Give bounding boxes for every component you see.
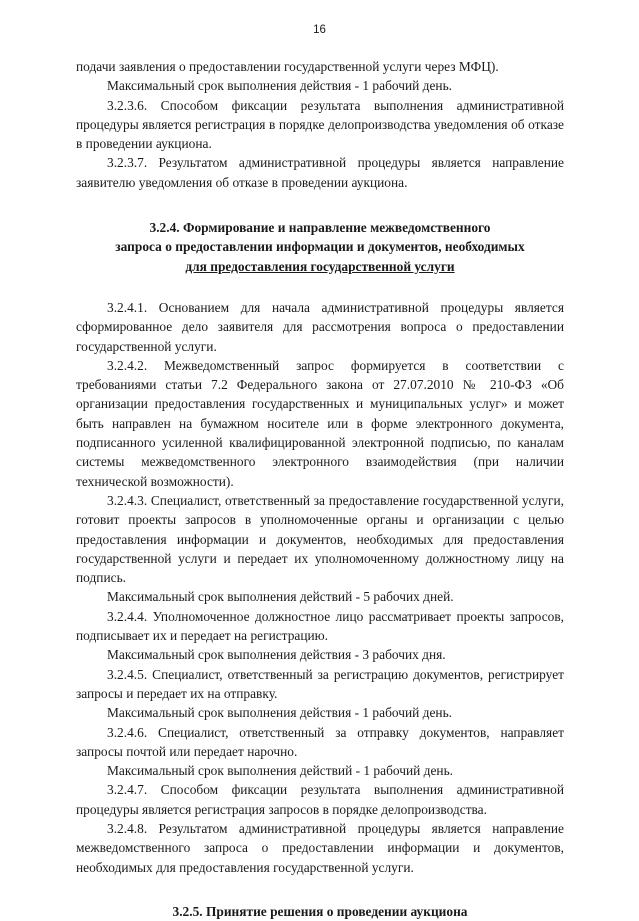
paragraph: Максимальный срок выполнения действий - 5 рабочих дней. bbox=[107, 589, 454, 605]
paragraph: Максимальный срок выполнения действий - 1 рабочий день. bbox=[107, 763, 454, 779]
paragraph: 3.2.3.6. Способом фиксации результата выполнения административной процедуры является регистрация в порядке делопроизводства уведомления об отказе в проведении аукциона. bbox=[76, 97, 564, 152]
paragraph: 3.2.4.8. Результатом административной процедуры является направление межведомственного запроса о предоставлении информации и документов, необходимых для предоставления государственной услуги. bbox=[76, 820, 564, 875]
paragraph: Максимальный срок выполнения действия - 1 рабочий день. bbox=[107, 705, 453, 721]
paragraph: подачи заявления о предоставлении государственной услуги через МФЦ). bbox=[76, 59, 499, 74]
paragraph: 3.2.4.7. Способом фиксации результата выполнения административной процедуры является регистрация запросов в порядке делопроизводства. bbox=[76, 782, 564, 817]
paragraph: 3.2.4.3. Специалист, ответственный за предоставление государственной услуги, готовит проекты запросов в уполномоченные органы и организации с целью предоставления информации и документов, необходимых для предоставления государственной услуги и передает их уполномоченному должностному лицу на подпись. bbox=[76, 492, 564, 586]
section-heading-3-2-5: 3.2.5. Принятие решения о проведении аукциона bbox=[172, 903, 468, 919]
paragraph: 3.2.3.7. Результатом административной процедуры является направление заявителю уведомления об отказе в проведении аукциона. bbox=[76, 155, 564, 190]
paragraph: 3.2.4.4. Уполномоченное должностное лицо рассматривает проекты запросов, подписывает их и передает на регистрацию. bbox=[76, 608, 564, 644]
paragraph: Максимальный срок выполнения действия - 3 рабочих дня. bbox=[107, 647, 446, 663]
paragraph: 3.2.4.2. Межведомственный запрос формируется в соответствии с требованиями статьи 7.2 Федерального закона от 27.07.2010 № 210-ФЗ «Об организации предоставления государственных и муниципальных услуг» и может быть направлен на бумажном носителе или в форме электронного документа, подписанного усиленной квалифицированной электронной подписью, по каналам системы межведомственного электронного взаимодействия (при наличии технической возможности). bbox=[76, 357, 564, 489]
heading-line: для предоставления государственной услуги bbox=[185, 258, 455, 274]
heading-line: 3.2.4. Формирование и направление межведомственного bbox=[149, 220, 491, 236]
section-heading-3-2-4 bbox=[76, 218, 564, 276]
page-number: 16 bbox=[313, 24, 326, 36]
paragraph: 3.2.4.6. Специалист, ответственный за отправку документов, направляет запросы почтой или передает нарочно. bbox=[76, 724, 564, 759]
heading-line: запроса о предоставлении информации и документов, необходимых bbox=[115, 239, 525, 255]
paragraph: 3.2.4.5. Специалист, ответственный за регистрацию документов, регистрирует запросы и передает их на отправку. bbox=[76, 666, 564, 701]
document-body bbox=[76, 57, 564, 921]
paragraph: 3.2.4.1. Основанием для начала административной процедуры является сформированное дело заявителя для рассмотрения вопроса о предоставлении государственной услуги. bbox=[76, 299, 564, 354]
paragraph: Максимальный срок выполнения действия - 1 рабочий день. bbox=[107, 78, 453, 94]
